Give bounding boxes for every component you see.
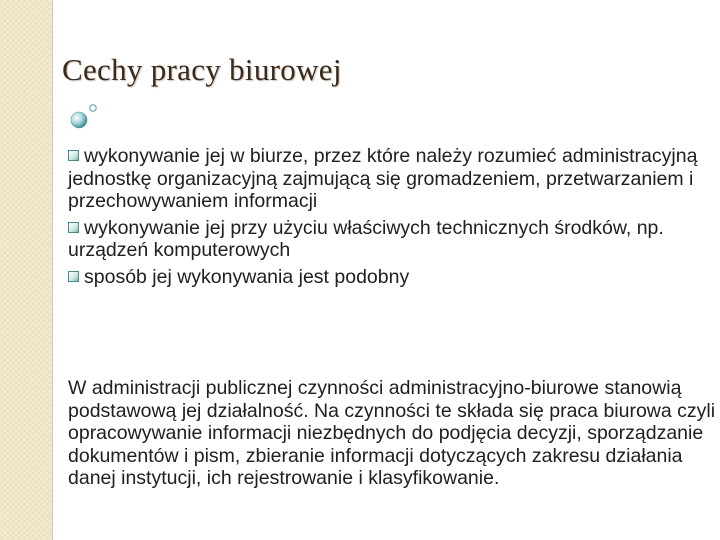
list-item [68, 145, 708, 213]
side-strip-border [52, 0, 53, 540]
list-item [68, 217, 708, 262]
slide-title: Cechy pracy biurowej [62, 52, 342, 87]
square-bullet-icon [68, 150, 79, 161]
decorative-side-strip [0, 0, 52, 540]
bullet-list [68, 145, 708, 292]
bubbles-icon [70, 100, 104, 132]
bullet-text: sposób jej wykonywania jest podobny [84, 265, 410, 288]
list-item [68, 266, 708, 289]
square-bullet-icon [68, 222, 79, 233]
square-bullet-icon [68, 271, 79, 282]
bullet-text: wykonywanie jej przy użyciu właściwych technicznych środków, np. urządzeń komputerowych [68, 216, 664, 261]
body-paragraph: W administracji publicznej czynności administracyjno-biurowe stanowią podstawową jej działalność. Na czynności te składa się praca biurowa czyli opracowywanie informacji niezbędnych do podjęcia decyzji, sporządzanie dokumentów i pism, zbieranie informacji dotyczących zakresu działania danej instytucji, ich rejestrowanie i klasyfikowanie. [68, 377, 716, 489]
bullet-text: wykonywanie jej w biurze, przez które należy rozumieć administracyjną jednostkę organizacyjną zajmującą się gromadzeniem, przetwarzaniem i przechowywaniem informacji [68, 145, 698, 212]
